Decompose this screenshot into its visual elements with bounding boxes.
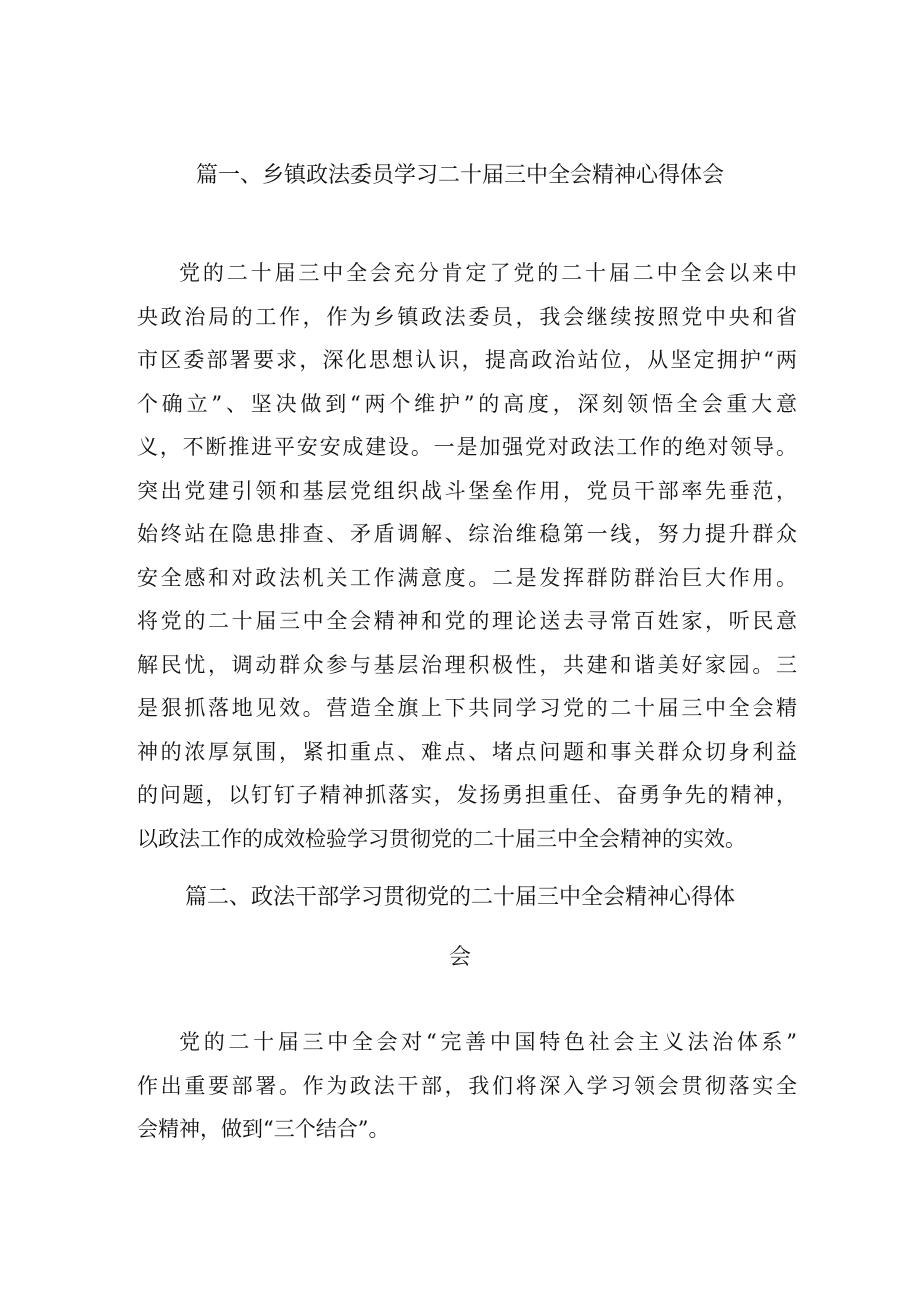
paragraph-line: 央政治局的工作，作为乡镇政法委员，我会继续按照党中央和省 [137,304,797,329]
paragraph-line: 会精神，做到“三个结合”。 [137,1117,390,1141]
paragraph-line: 是狠抓落地见效。营造全旗上下共同学习党的二十届三中全会精 [137,696,797,720]
paragraph-line: 作出重要部署。作为政法干部，我们将深入学习领会贯彻落实全 [137,1073,797,1098]
paragraph-line: 神的浓厚氛围，紧扣重点、难点、堵点问题和事关群众切身利益 [137,739,797,764]
paragraph-line: 党的二十届三中全会充分肯定了党的二十届二中全会以来中 [179,261,797,285]
section-2-paragraph [137,1021,797,1152]
paragraph-line: 市区委部署要求，深化思想认识，提高政治站位，从坚定拥护“两 [137,348,797,372]
paragraph-line: 突出党建引领和基层党组织战斗堡垒作用，党员干部率先垂范， [137,478,797,503]
paragraph-line: 解民忧，调动群众参与基层治理积极性，共建和谐美好家园。三 [137,652,797,677]
paragraph-line: 义，不断推进平安安成建设。一是加强党对政法工作的绝对领导。 [137,435,797,459]
section-2-heading-line-2: 会 [448,945,471,970]
paragraph-line: 安全感和对政法机关工作满意度。二是发挥群防群治巨大作用。 [137,565,797,590]
section-2-heading-line-1: 篇二、政法干部学习贯彻党的二十届三中全会精神心得体 [184,885,735,910]
section-2-heading [120,868,800,988]
section-1-heading: 篇一、乡镇政法委员学习二十届三中全会精神心得体会 [195,163,724,188]
section-1-paragraph [137,252,797,861]
paragraph-line: 始终站在隐患排查、矛盾调解、综治维稳第一线，努力提升群众 [137,522,797,546]
paragraph-line: 将党的二十届三中全会精神和党的理论送去寻常百姓家，听民意 [137,609,797,633]
paragraph-line: 的问题，以钉钉子精神抓落实，发扬勇担重任、奋勇争先的精神， [137,783,797,807]
paragraph-line: 党的二十届三中全会对“完善中国特色社会主义法治体系” [179,1030,797,1054]
paragraph-line: 个确立”、坚决做到“两个维护”的高度，深刻领悟全会重大意 [137,391,797,416]
paragraph-line: 以政法工作的成效检验学习贯彻党的二十届三中全会精神的实效。 [137,826,746,851]
